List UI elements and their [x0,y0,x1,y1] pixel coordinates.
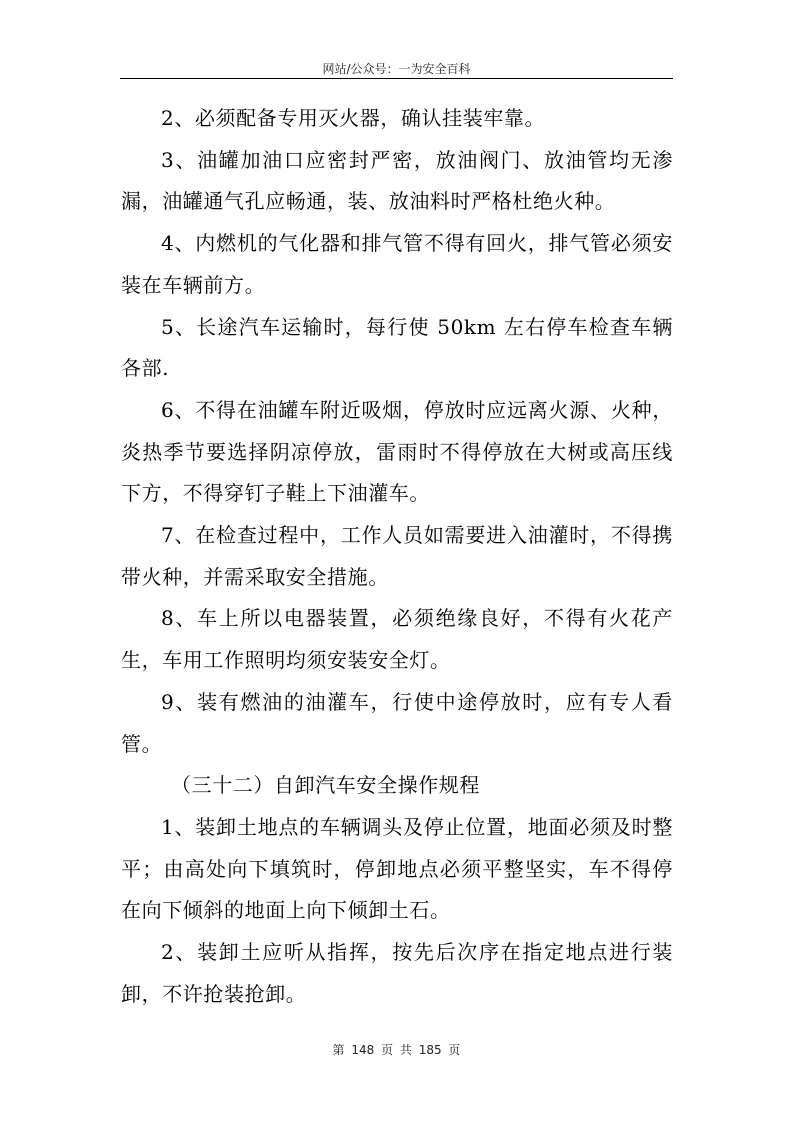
section-paragraph-2: 2、装卸土应听从指挥，按先后次序在指定地点进行装卸，不许抢装抢卸。 [121,940,673,1006]
paragraph-item-9: 9、装有燃油的油灌车，行使中途停放时，应有专人看管。 [121,689,673,756]
paragraph-item-7: 7、在检查过程中，工作人员如需要进入油灌时，不得携带火种，并需采取安全措施。 [121,523,673,589]
section-title: （三十二）自卸汽车安全操作规程 [171,773,480,798]
paragraph-item-3: 3、油罐加油口应密封严密，放油阀门、放油管均无渗漏，油罐通气孔应畅通，装、放油料时严格杜绝火种。 [121,147,673,214]
header-divider [120,78,673,79]
paragraph-item-8: 8、车上所以电器装置，必须绝缘良好，不得有火花产生，车用工作照明均须安装安全灯。 [121,606,673,673]
paragraph-item-2: 2、必须配备专用灭火器，确认挂装牢靠。 [161,106,546,130]
paragraph-item-4: 4、内燃机的气化器和排气管不得有回火，排气管必须安装在车辆前方。 [121,231,673,297]
document-body [121,98,673,1015]
paragraph-item-5: 5、长途汽车运输时，每行使 50km 左右停车检查车辆各部. [121,314,673,381]
paragraph-item-6: 6、不得在油罐车附近吸烟，停放时应远离火源、火种，炎热季节要选择阴凉停放，雷雨时不得停放在大树或高压线下方，不得穿钉子鞋上下油灌车。 [121,397,673,506]
page-footer: 第 148 页 共 185 页 [332,1043,461,1057]
section-paragraph-1: 1、装卸土地点的车辆调头及停止位置，地面必须及时整平；由高处向下填筑时，停卸地点必须平整坚实，车不得停在向下倾斜的地面上向下倾卸土石。 [121,814,673,923]
page-header: 网站/公众号：一为安全百科 [322,62,471,76]
